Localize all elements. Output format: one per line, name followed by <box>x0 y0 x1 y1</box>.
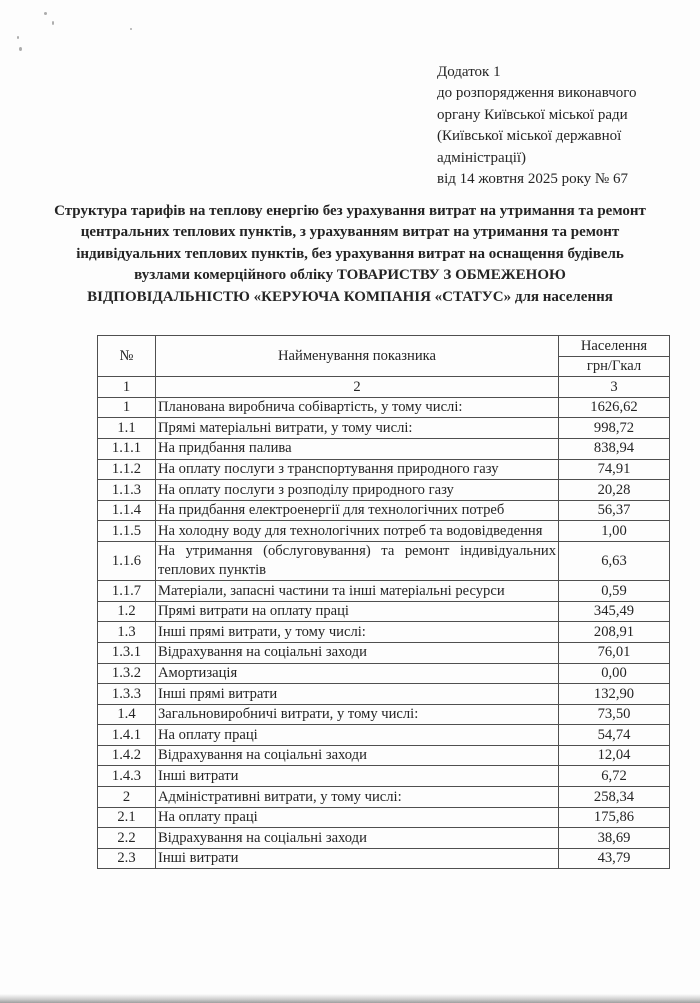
row-value-cell: 838,94 <box>559 438 670 459</box>
row-name-cell: На холодну воду для технологічних потреб та водовідведення <box>156 521 559 542</box>
row-number-cell: 1.4.1 <box>98 725 156 746</box>
table-row <box>98 601 670 622</box>
scan-bottom-shadow <box>0 994 700 1003</box>
scan-speck <box>44 12 47 15</box>
row-value-cell: 73,50 <box>559 704 670 725</box>
column-header-unit: грн/Гкал <box>559 356 670 377</box>
row-name-cell: На оплату праці <box>156 807 559 828</box>
row-value-cell: 998,72 <box>559 418 670 439</box>
row-name-cell: На оплату послуги з розподілу природного газу <box>156 480 559 501</box>
row-value-cell: 6,72 <box>559 766 670 787</box>
row-number-cell: 2.2 <box>98 828 156 849</box>
table-row <box>98 480 670 501</box>
table-row <box>98 521 670 542</box>
row-name-cell: Відрахування на соціальні заходи <box>156 642 559 663</box>
table-row <box>98 397 670 418</box>
table-row <box>98 642 670 663</box>
row-number-cell: 1.3.1 <box>98 642 156 663</box>
row-number-cell: 1.1.1 <box>98 438 156 459</box>
tariff-structure-table <box>97 335 670 869</box>
row-number-cell: 1.3 <box>98 622 156 643</box>
row-name-cell: На утримання (обслуговування) та ремонт індивідуальних теплових пунктів <box>156 541 559 580</box>
row-value-cell: 76,01 <box>559 642 670 663</box>
appendix-line: (Київської міської державної <box>437 128 622 145</box>
row-value-cell: 12,04 <box>559 745 670 766</box>
row-value-cell: 208,91 <box>559 622 670 643</box>
row-number-cell: 1.4.2 <box>98 745 156 766</box>
table-row <box>98 766 670 787</box>
table-row <box>98 725 670 746</box>
row-number-cell: 1.3.3 <box>98 684 156 705</box>
table-row <box>98 848 670 869</box>
row-value-cell: 43,79 <box>559 848 670 869</box>
table-row <box>98 459 670 480</box>
table-row <box>98 745 670 766</box>
scan-speck <box>19 47 22 51</box>
row-number-cell: 2 <box>98 787 156 808</box>
appendix-line: адміністрації) <box>437 149 527 166</box>
row-number-cell: 1.1.5 <box>98 521 156 542</box>
row-name-cell: Прямі матеріальні витрати, у тому числі: <box>156 418 559 439</box>
row-number-cell: 2.3 <box>98 848 156 869</box>
row-number-cell: 1.1.4 <box>98 500 156 521</box>
table-row <box>98 581 670 602</box>
row-value-cell: 1,00 <box>559 521 670 542</box>
row-value-cell: 175,86 <box>559 807 670 828</box>
row-value-cell: 20,28 <box>559 480 670 501</box>
row-number-cell: 1.4 <box>98 704 156 725</box>
column-header-number: № <box>98 336 156 377</box>
row-name-cell: На придбання палива <box>156 438 559 459</box>
row-name-cell: Інші витрати <box>156 766 559 787</box>
row-name-cell: Інші прямі витрати <box>156 684 559 705</box>
row-value-cell: 56,37 <box>559 500 670 521</box>
table-row <box>98 828 670 849</box>
row-value-cell: 345,49 <box>559 601 670 622</box>
appendix-line: від 14 жовтня 2025 року № 67 <box>437 171 628 188</box>
row-name-cell: На оплату послуги з транспортування природного газу <box>156 459 559 480</box>
row-number-cell: 1.1.2 <box>98 459 156 480</box>
row-number-cell: 1.1.7 <box>98 581 156 602</box>
column-index-cell: 1 <box>98 377 156 398</box>
appendix-line: до розпорядження виконавчого <box>437 85 637 102</box>
row-value-cell: 6,63 <box>559 541 670 580</box>
appendix-line: Додаток 1 <box>437 64 501 80</box>
row-name-cell: Інші витрати <box>156 848 559 869</box>
row-name-cell: Матеріали, запасні частини та інші матеріальні ресурси <box>156 581 559 602</box>
row-number-cell: 1.2 <box>98 601 156 622</box>
appendix-reference-block <box>437 62 689 190</box>
row-value-cell: 0,59 <box>559 581 670 602</box>
row-name-cell: Відрахування на соціальні заходи <box>156 745 559 766</box>
row-name-cell: Прямі витрати на оплату праці <box>156 601 559 622</box>
table-row <box>98 438 670 459</box>
row-name-cell: Планована виробнича собівартість, у тому числі: <box>156 397 559 418</box>
table-row <box>98 787 670 808</box>
table-row <box>98 622 670 643</box>
scan-speck <box>17 36 19 39</box>
column-index-cell: 3 <box>559 377 670 398</box>
column-header-indicator: Найменування показника <box>156 336 559 377</box>
row-name-cell: Адміністративні витрати, у тому числі: <box>156 787 559 808</box>
table-row <box>98 541 670 580</box>
row-number-cell: 1.1 <box>98 418 156 439</box>
row-value-cell: 54,74 <box>559 725 670 746</box>
row-number-cell: 1.3.2 <box>98 663 156 684</box>
row-name-cell: На придбання електроенергії для технологічних потреб <box>156 500 559 521</box>
row-number-cell: 2.1 <box>98 807 156 828</box>
document-title: Структура тарифів на теплову енергію без урахування витрат на утримання та ремонт центральних теплових пунктів, з урахуванням витрат на утримання та ремонт індивідуальних теплових пунктів, без урахування витрат на оснащення будівель вузлами комерційного обліку ТОВАРИСТВУ З ОБМЕЖЕНОЮ ВІДПОВІДАЛЬНІСТЮ «КЕРУЮЧА КОМПАНІЯ «СТАТУС» для населення <box>54 203 646 305</box>
row-name-cell: Загальновиробничі витрати, у тому числі: <box>156 704 559 725</box>
table-row <box>98 807 670 828</box>
table-row <box>98 663 670 684</box>
table-row <box>98 500 670 521</box>
row-number-cell: 1.1.6 <box>98 541 156 580</box>
row-value-cell: 258,34 <box>559 787 670 808</box>
column-index-row <box>98 377 670 398</box>
table-row <box>98 704 670 725</box>
scan-speck <box>130 28 132 30</box>
column-header-population: Населення <box>559 336 670 357</box>
appendix-line: органу Київської міської ради <box>437 106 628 123</box>
table-row <box>98 684 670 705</box>
row-number-cell: 1.4.3 <box>98 766 156 787</box>
row-number-cell: 1.1.3 <box>98 480 156 501</box>
row-value-cell: 132,90 <box>559 684 670 705</box>
row-name-cell: Відрахування на соціальні заходи <box>156 828 559 849</box>
row-value-cell: 38,69 <box>559 828 670 849</box>
row-name-cell: Амортизація <box>156 663 559 684</box>
table-header-row <box>98 336 670 357</box>
row-name-cell: На оплату праці <box>156 725 559 746</box>
row-value-cell: 1626,62 <box>559 397 670 418</box>
row-value-cell: 0,00 <box>559 663 670 684</box>
row-number-cell: 1 <box>98 397 156 418</box>
row-name-cell: Інші прямі витрати, у тому числі: <box>156 622 559 643</box>
column-index-cell: 2 <box>156 377 559 398</box>
scan-speck <box>52 21 54 25</box>
table-row <box>98 418 670 439</box>
row-value-cell: 74,91 <box>559 459 670 480</box>
